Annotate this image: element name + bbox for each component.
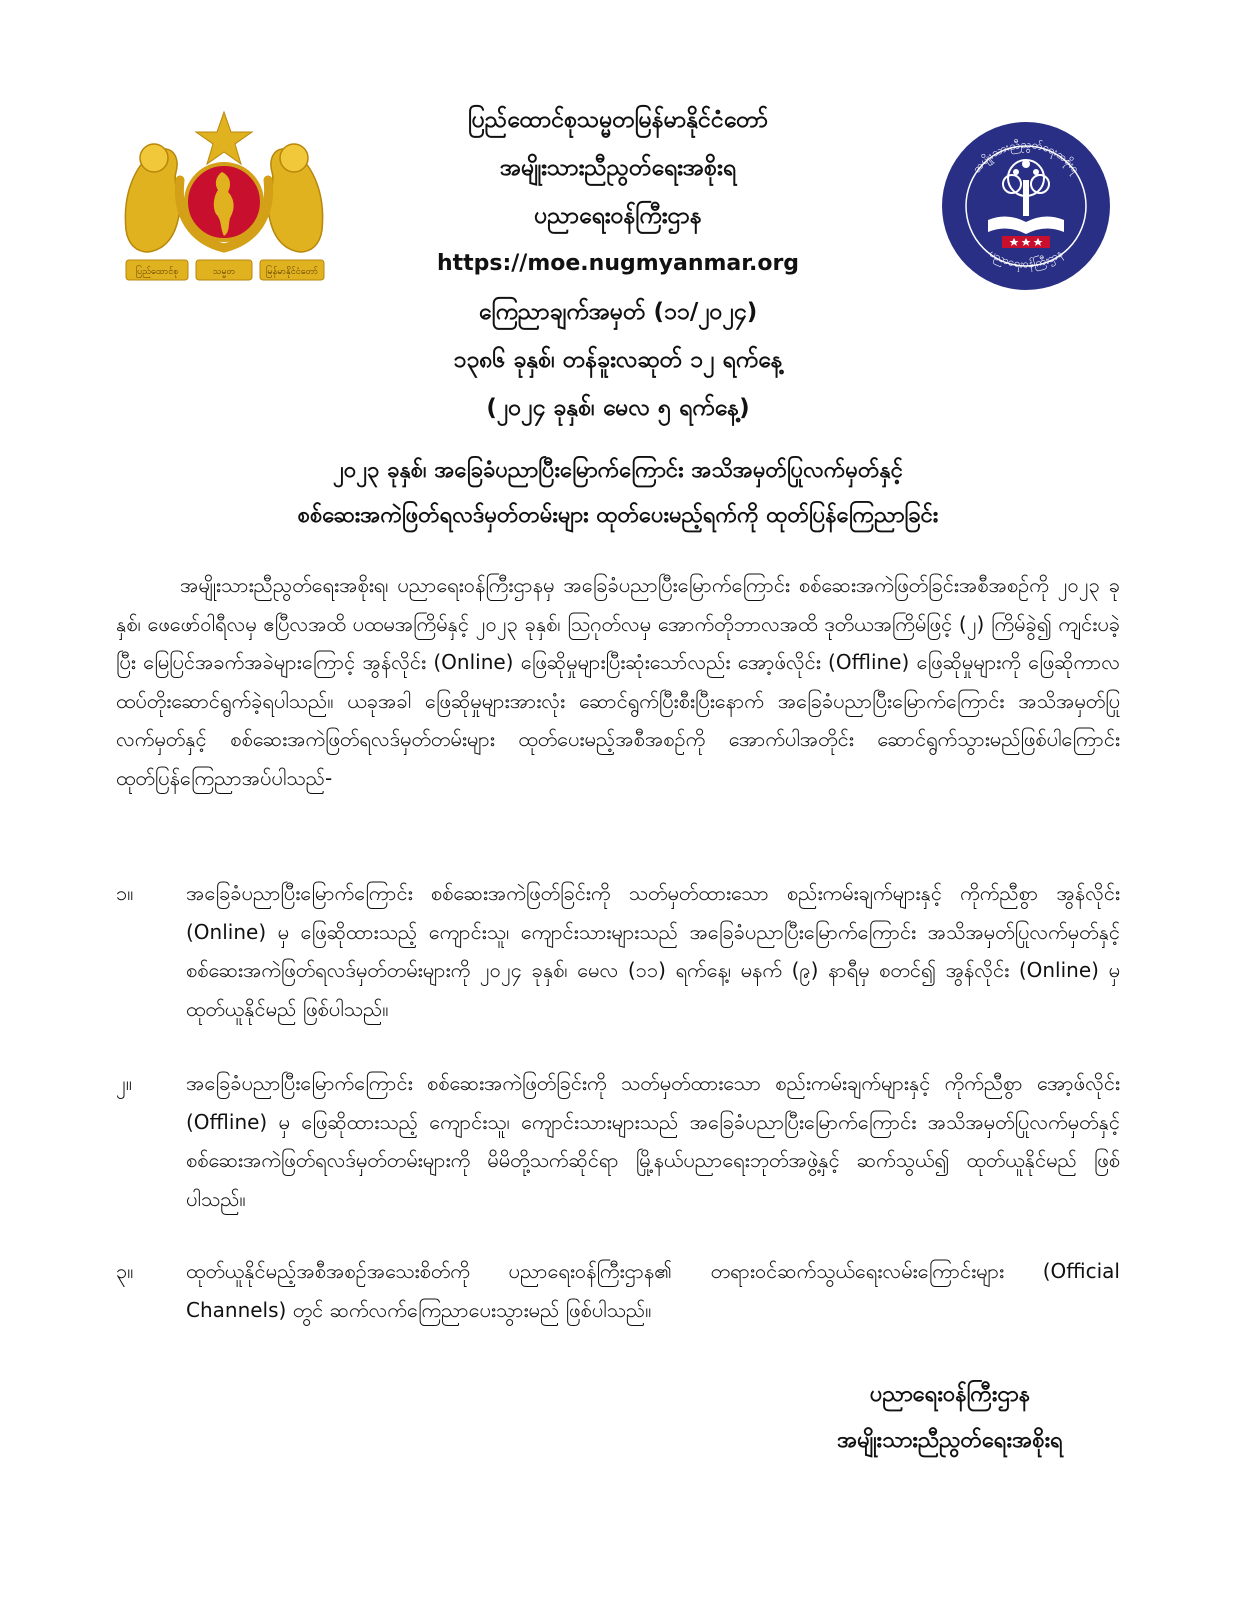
subject-line-2: စစ်ဆေးအကဲဖြတ်ရလဒ်မှတ်တမ်းများ ထုတ်ပေးမည့်ရက်ကို ထုတ်ပြန်ကြေညာခြင်း — [297, 503, 939, 528]
government-name: အမျိုးသားညီညွတ်ရေးအစိုးရ — [499, 155, 737, 181]
item-number: ၁။ — [116, 881, 134, 905]
announcement-number: ကြေညာချက်အမှတ် (၁၁/၂၀၂၄) — [478, 299, 758, 325]
emblem-ribbon-center: သမ္မတ — [212, 267, 236, 277]
item-number: ၂။ — [116, 1071, 132, 1095]
website-url: https://moe.nugmyanmar.org — [436, 251, 800, 276]
state-emblem-icon — [118, 110, 330, 285]
item-text: အခြေခံပညာပြီးမြောက်ကြောင်း စစ်ဆေးအကဲဖြတ်ခြင်းကို သတ်မှတ်ထားသော စည်းကမ်းချက်များနှင့် ကိုက်ညီစွာ အွန်လိုင်း (Online) မှ ဖြေဆိုထားသည့် ကျောင်းသူ၊ ကျောင်းသားများသည် အခြေခံပညာပြီးမြောက်ကြောင်း အသိအမှတ်ပြုလက်မှတ်နှင့် စစ်ဆေးအကဲဖြတ်ရလဒ်မှတ်တမ်းများကို ၂၀၂၄ ခုနှစ်၊ မေလ (၁၁) ရက်နေ့၊ မနက် (၉) နာရီမှ စတင်၍ အွန်လိုင်း (Online) မှ ထုတ်ယူနိုင်မည် ဖြစ်ပါသည်။ — [186, 881, 1120, 1021]
emblem-ribbon-right: မြန်မာနိုင်ငံတော် — [265, 267, 319, 277]
logo-bottom-text: ပညာရေးဝန်ကြီးဌာန — [986, 246, 1066, 271]
signature-block — [760, 1372, 1140, 1464]
emblem-ribbon-left: ပြည်ထောင်စု — [135, 267, 179, 277]
country-name: ပြည်ထောင်စုသမ္မတမြန်မာနိုင်ငံတော် — [467, 107, 769, 133]
item-text: ထုတ်ယူနိုင်မည့်အစီအစဉ်အသေးစိတ်ကို ပညာရေးဝန်ကြီးဌာန၏ တရားဝင်ဆက်သွယ်ရေးလမ်းကြောင်းများ (Official Channels) တွင် ဆက်လက်ကြေညာပေးသွားမည် ဖြစ်ပါသည်။ — [186, 1259, 1120, 1322]
ministry-name: ပညာရေးဝန်ကြီးဌာန — [534, 203, 702, 229]
item-text: အခြေခံပညာပြီးမြောက်ကြောင်း စစ်ဆေးအကဲဖြတ်ခြင်းကို သတ်မှတ်ထားသော စည်းကမ်းချက်များနှင့် ကိုက်ညီစွာ အော့ဖ်လိုင်း (Offline) မှ ဖြေဆိုထားသည့် ကျောင်းသူ၊ ကျောင်းသားများသည် အခြေခံပညာပြီးမြောက်ကြောင်း အသိအမှတ်ပြုလက်မှတ်နှင့် စစ်ဆေးအကဲဖြတ်ရလဒ်မှတ်တမ်းများကို မိမိတို့သက်ဆိုင်ရာ မြို့နယ်ပညာရေးဘုတ်အဖွဲ့နှင့် ဆက်သွယ်၍ ထုတ်ယူနိုင်မည် ဖြစ်ပါသည်။ — [186, 1071, 1120, 1211]
date-gregorian: (၂၀၂၄ ခုနှစ်၊ မေလ ၅ ရက်နေ့) — [486, 395, 750, 421]
intro-paragraph: အမျိုးသားညီညွတ်ရေးအစိုးရ၊ ပညာရေးဝန်ကြီးဌာနမှ အခြေခံပညာပြီးမြောက်ကြောင်း စစ်ဆေးအကဲဖြတ်ခြင်းအစီအစဉ်ကို ၂၀၂၃ ခုနှစ်၊ ဖေဖော်ဝါရီလမှ ဧပြီလအထိ ပထမအကြိမ်နှင့် ၂၀၂၃ ခုနှစ်၊ ဩဂုတ်လမှ အောက်တိုဘာလအထိ ဒုတိယအကြိမ်ဖြင့် (၂) ကြိမ်ခွဲ၍ ကျင်းပခဲ့ပြီး မြေပြင်အခက်အခဲများကြောင့် အွန်လိုင်း (Online) ဖြေဆိုမှုများပြီးဆုံးသော်လည်း အော့ဖ်လိုင်း (Offline) ဖြေဆိုမှုများကို ဖြေဆိုကာလ ထပ်တိုးဆောင်ရွက်ခဲ့ရပါသည်။ ယခုအခါ ဖြေဆိုမှုများအားလုံး ဆောင်ရွက်ပြီးစီးပြီးနောက် အခြေခံပညာပြီးမြောက်ကြောင်း အသိအမှတ်ပြုလက်မှတ်နှင့် စစ်ဆေးအကဲဖြတ်ရလဒ်မှတ်တမ်းများ ထုတ်ပေးမည့်အစီအစဉ်ကို အောက်ပါအတိုင်း ဆောင်ရွက်သွားမည်ဖြစ်ပါကြောင်း ထုတ်ပြန်ကြေညာအပ်ပါသည်- — [116, 573, 1120, 790]
moe-logo-icon — [940, 120, 1112, 292]
letterhead — [360, 96, 876, 432]
signature-ministry: ပညာရေးဝန်ကြီးဌာန — [869, 1382, 1031, 1407]
subject-line-1: ၂၀၂၃ ခုနှစ်၊ အခြေခံပညာပြီးမြောက်ကြောင်း အသိအမှတ်ပြုလက်မှတ်နှင့် — [333, 458, 903, 483]
signature-government: အမျိုးသားညီညွတ်ရေးအစိုးရ — [837, 1428, 1063, 1453]
announcement-subject — [150, 448, 1086, 538]
date-myanmar: ၁၃၈၆ ခုနှစ်၊ တန်ခူးလဆုတ် ၁၂ ရက်နေ့ — [453, 347, 783, 373]
item-number: ၃။ — [116, 1259, 134, 1283]
logo-top-text: အမျိုးသားညီညွတ်ရေးအစိုးရ — [970, 138, 1083, 176]
